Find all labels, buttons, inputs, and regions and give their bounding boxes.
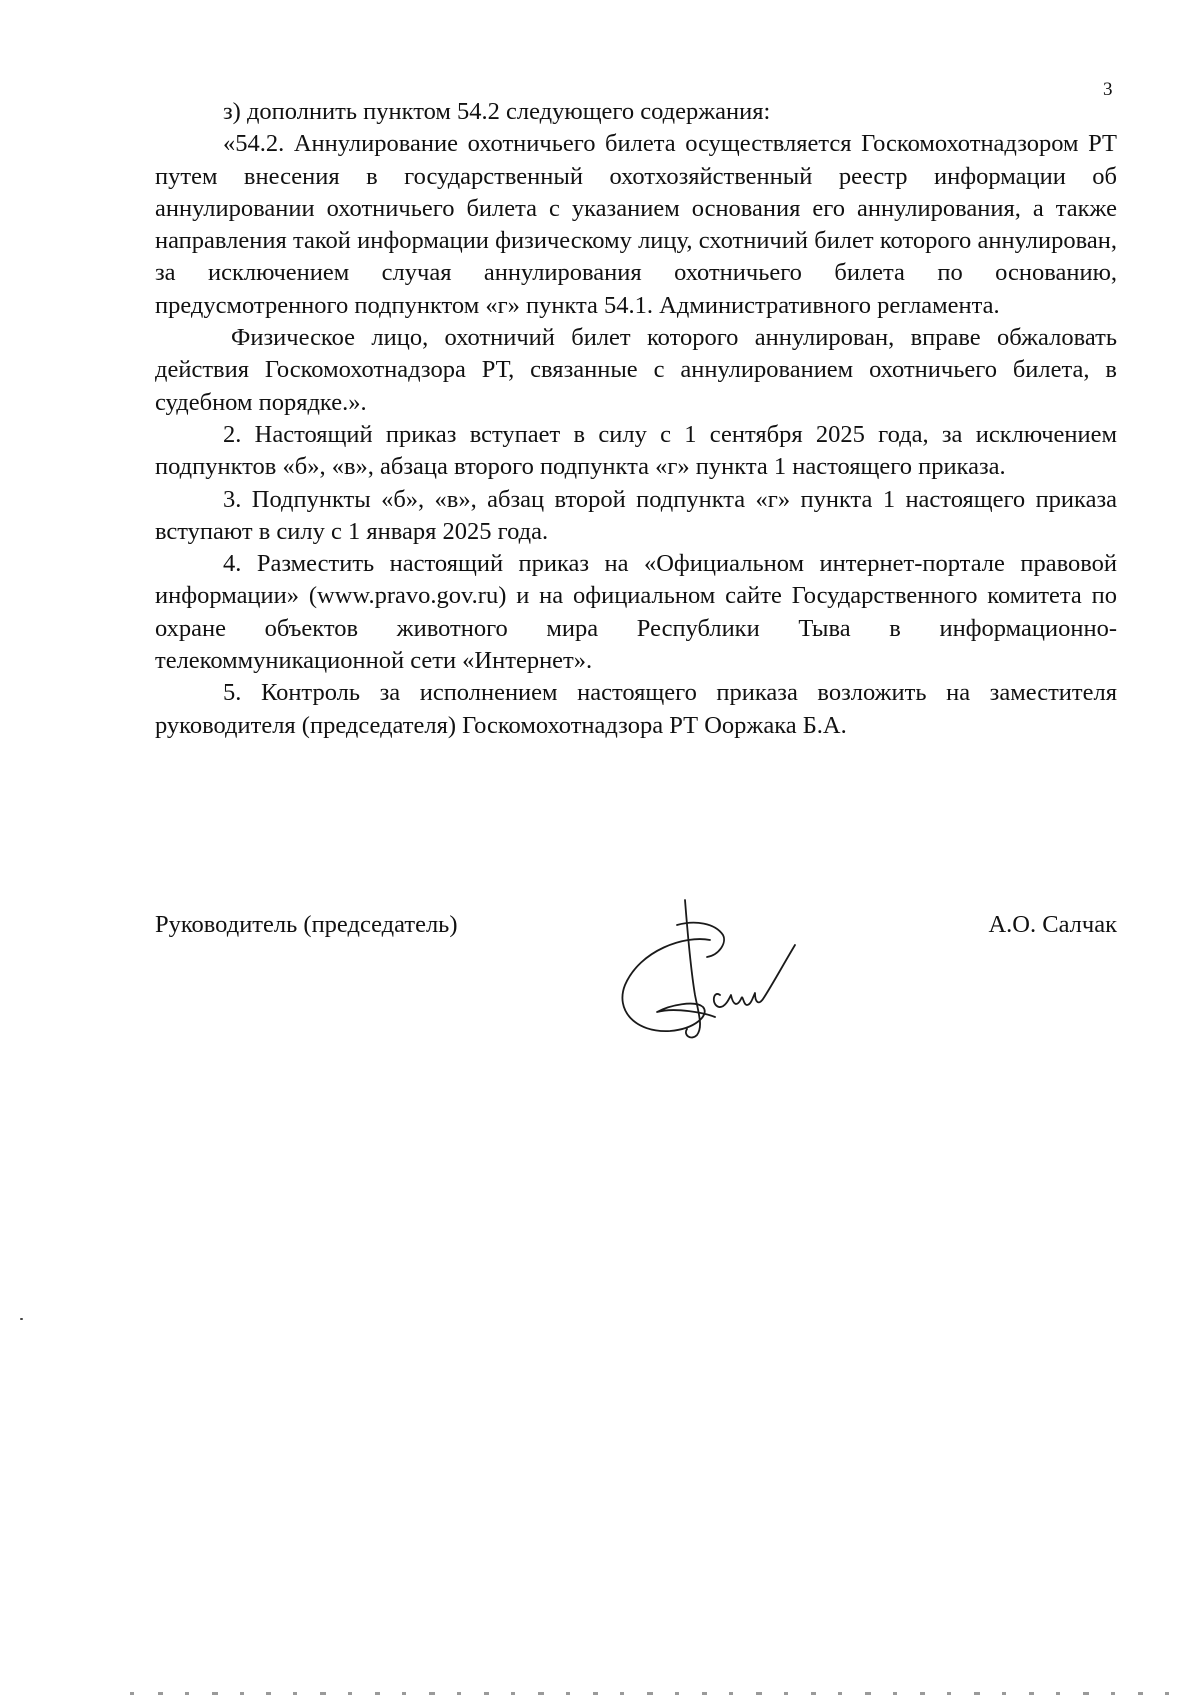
- paragraph-item-5: 5. Контроль за исполнением настоящего приказа возложить на заместителя руководителя (председателя) Госкомохотнадзора РТ Ооржака Б.А.: [155, 679, 1117, 739]
- page-number: 3: [1103, 79, 1113, 100]
- paragraph-appeal-right: Физическое лицо, охотничий билет которого аннулирован, вправе обжаловать действия Госкомохотнадзора РТ, связанные с аннулированием охотничьего билета, в судебном порядке.».: [155, 324, 1117, 416]
- paragraph-amendment-intro: з) дополнить пунктом 54.2 следующего содержания:: [223, 98, 771, 125]
- signer-name: А.О. Салчак: [988, 911, 1117, 938]
- handwritten-signature: [615, 895, 865, 1045]
- scan-edge-marks: [130, 1690, 1180, 1696]
- paragraph-item-3: 3. Подпункты «б», «в», абзац второй подпункта «г» пункта 1 настоящего приказа вступают в силу с 1 января 2025 года.: [155, 485, 1117, 545]
- signer-title: Руководитель (председатель): [155, 911, 458, 938]
- scan-speck: [20, 1318, 23, 1320]
- paragraph-item-2: 2. Настоящий приказ вступает в силу с 1 сентября 2025 года, за исключением подпунктов «б», «в», абзаца второго подпункта «г» пункта 1 настоящего приказа.: [155, 420, 1117, 481]
- document-body: [155, 96, 1117, 742]
- paragraph-clause-54-2: «54.2. Аннулирование охотничьего билета осуществляется Госкомохотнадзором РТ путем внесения в государственный охотхозяйственный реестр информации об аннулировании охотничьего билета с указанием основания его аннулирования, а также направления такой информации физическому лицу, схотничий билет которого аннулирован, за исключением случая аннулирования охотничьего билета по основанию, предусмотренного подпунктом «г» пункта 54.1. Административного регламента.: [155, 130, 1117, 319]
- paragraph-item-4: 4. Разместить настоящий приказ на «Официальном интернет-портале правовой информации» (www.pravo.gov.ru) и на официальном сайте Государственного комитета по охране объектов животного мира Республики Тыва в информационно-телекоммуникационной сети «Интернет».: [155, 550, 1117, 675]
